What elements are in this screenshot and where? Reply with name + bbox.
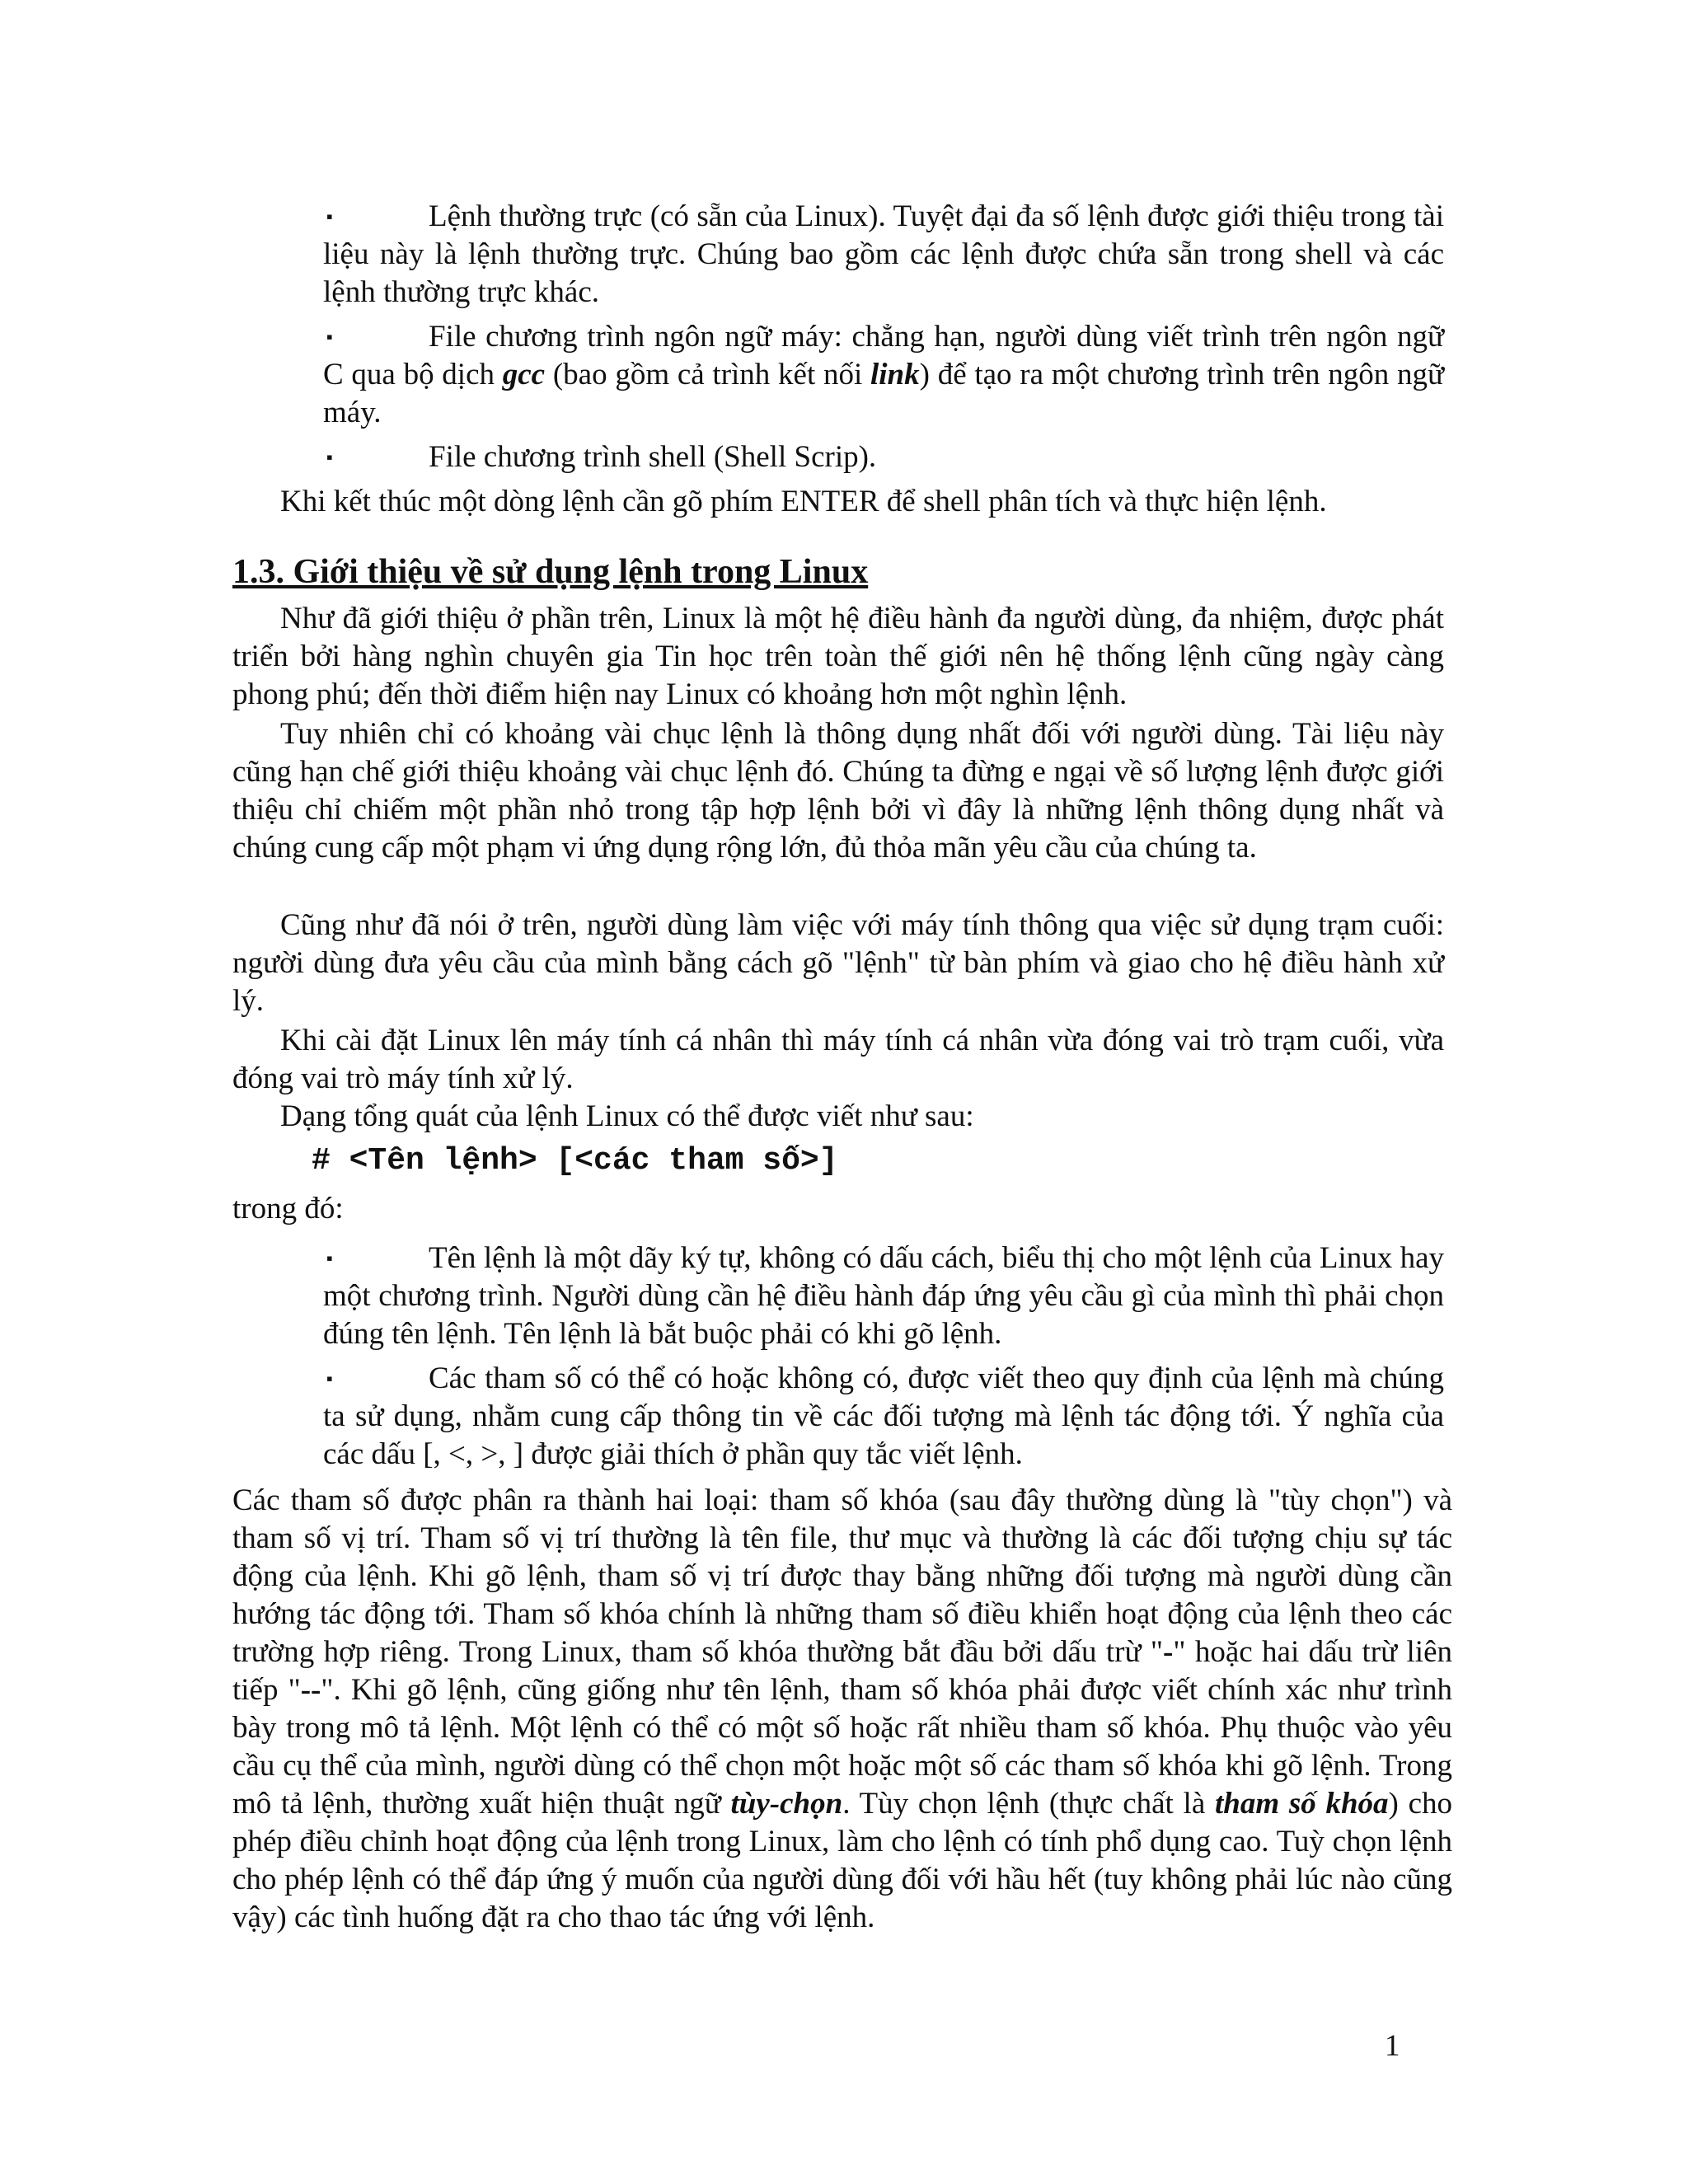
bullet-item	[323, 1360, 1444, 1474]
emphasis-gcc: gcc	[502, 358, 546, 391]
emphasis-tham-so-khoa: tham số khóa	[1214, 1787, 1389, 1821]
paragraph: Như đã giới thiệu ở phần trên, Linux là một hệ điều hành đa người dùng, đa nhiệm, được phát triển bởi hàng nghìn chuyên gia Tin học trên toàn thế giới nên hệ thống lệnh cũng ngày càng phong phú; đến thời điểm hiện nay Linux có khoảng hơn một nghìn lệnh.	[232, 602, 1444, 711]
bullet-item	[323, 1240, 1444, 1353]
bullet-item	[323, 438, 1444, 476]
emphasis-tuy-chon: tùy-chọn	[730, 1787, 843, 1821]
enter-line: Khi kết thúc một dòng lệnh cần gõ phím ENTER để shell phân tích và thực hiện lệnh.	[280, 485, 1327, 518]
bullet-text: File chương trình ngôn ngữ máy: chẳng hạn, người dùng viết trình trên ngôn ngữ C qua bộ dịch gcc (bao gồm cả trình kết nối link) để tạo ra một chương trình trên ngôn ngữ máy.	[323, 320, 1445, 429]
paragraph: Cũng như đã nói ở trên, người dùng làm việc với máy tính thông qua việc sử dụng trạm cuối: người dùng đưa yêu cầu của mình bằng cách gõ "lệnh" từ bàn phím và giao cho hệ điều hành xử lý.	[232, 908, 1444, 1018]
trong-do-label: trong đó:	[232, 1192, 344, 1226]
bullet-icon: ▪	[326, 206, 333, 227]
bullet-icon: ▪	[326, 326, 333, 347]
paragraph: Tuy nhiên chỉ có khoảng vài chục lệnh là thông dụng nhất đối với người dùng. Tài liệu này cũng hạn chế giới thiệu khoảng vài chục lệnh đó. Chúng ta đừng e ngại về số lượng lệnh được giới thiệu chỉ chiếm một phần nhỏ trong tập hợp lệnh bởi vì đây là những lệnh thông dụng nhất và chúng cung cấp một phạm vi ứng dụng rộng lớn, đủ thỏa mãn yêu cầu của chúng ta.	[232, 717, 1444, 865]
bullet-icon: ▪	[326, 1368, 333, 1389]
bullet-item	[323, 198, 1444, 312]
final-paragraph: Các tham số được phân ra thành hai loại: tham số khóa (sau đây thường dùng là "tùy chọn") và tham số vị trí. Tham số vị trí thường là tên file, thư mục và thường là các đối tượng chịu sự tác động của lệnh. Khi gõ lệnh, tham số vị trí được thay bằng những đối tượng mà người dùng cần hướng tác động tới. Tham số khóa chính là những tham số điều khiển hoạt động của lệnh theo các trường hợp riêng. Trong Linux, tham số khóa thường bắt đầu bởi dấu trừ "-" hoặc hai dấu trừ liên tiếp "--". Khi gõ lệnh, cũng giống như tên lệnh, tham số khóa phải được viết chính xác như trình bày trong mô tả lệnh. Một lệnh có thể có một số hoặc rất nhiều tham số khóa. Phụ thuộc vào yêu cầu cụ thể của mình, người dùng có thể chọn một hoặc một số các tham số khóa khi gõ lệnh. Trong mô tả lệnh, thường xuất hiện thuật ngữ tùy-chọn. Tùy chọn lệnh (thực chất là tham số khóa) cho phép điều chỉnh hoạt động của lệnh trong Linux, làm cho lệnh có tính phổ dụng cao. Tuỳ chọn lệnh cho phép lệnh có thể đáp ứng ý muốn của người dùng đối với hầu hết (tuy không phải lúc nào cũng vậy) các tình huống đặt ra cho thao tác ứng với lệnh.	[232, 1483, 1452, 1934]
paragraph: Dạng tổng quát của lệnh Linux có thể được viết như sau:	[280, 1099, 974, 1133]
bullet-text: Lệnh thường trực (có sẵn của Linux). Tuyệt đại đa số lệnh được giới thiệu trong tài liệu này là lệnh thường trực. Chúng bao gồm các lệnh được chứa sẵn trong shell và các lệnh thường trực khác.	[323, 199, 1444, 309]
bullet-text: File chương trình shell (Shell Scrip).	[429, 440, 877, 474]
command-syntax: # <Tên lệnh> [<các tham số>]	[312, 1143, 838, 1179]
paragraph: Khi cài đặt Linux lên máy tính cá nhân thì máy tính cá nhân vừa đóng vai trò trạm cuối, vừa đóng vai trò máy tính xử lý.	[232, 1024, 1444, 1095]
bullet-icon: ▪	[326, 1248, 333, 1268]
section-heading: 1.3. Giới thiệu về sử dụng lệnh trong Linux	[232, 553, 869, 591]
bullet-icon: ▪	[326, 447, 333, 467]
page-number: 1	[1385, 2029, 1400, 2063]
emphasis-link: link	[870, 358, 920, 391]
bullet-item	[323, 318, 1444, 432]
bullet-text: Các tham số có thể có hoặc không có, được viết theo quy định của lệnh mà chúng ta sử dụng, nhằm cung cấp thông tin về các đối tượng mà lệnh tác động tới. Ý nghĩa của các dấu [, <, >, ] được giải thích ở phần quy tắc viết lệnh.	[323, 1361, 1444, 1471]
bullet-text: Tên lệnh là một dãy ký tự, không có dấu cách, biểu thị cho một lệnh của Linux hay một chương trình. Người dùng cần hệ điều hành đáp ứng yêu cầu gì của mình thì phải chọn đúng tên lệnh. Tên lệnh là bắt buộc phải có khi gõ lệnh.	[323, 1241, 1444, 1351]
